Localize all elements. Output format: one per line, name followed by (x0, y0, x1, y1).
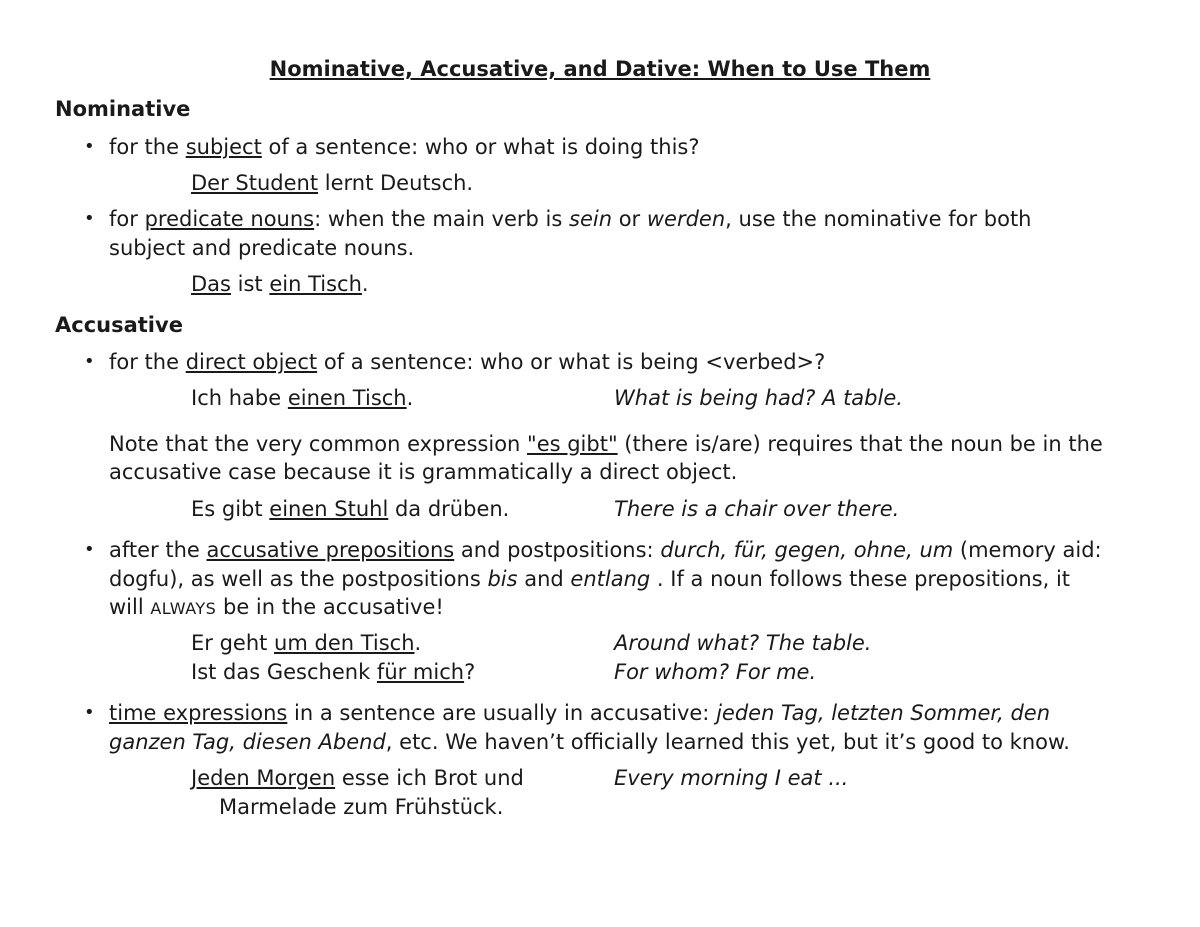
accusative-rule-prepositions: after the accusative prepositions and postpositions: durch, für, gegen, ohne, um (memory aid: (109, 538, 1102, 562)
nominative-rule-predicate-line2: subject and predicate nouns. (109, 236, 415, 260)
accusative-note-line2: accusative case because it is grammatically a direct object. (109, 460, 738, 484)
bullet-icon: • (84, 136, 95, 157)
nominative-example-1: Der Student lernt Deutsch. (191, 171, 474, 195)
accusative-example-5-line2: Marmelade zum Frühstück. (219, 795, 504, 819)
accusative-example-2: Es gibt einen Stuhl da drüben. (191, 497, 510, 521)
accusative-rule-time: time expressions in a sentence are usually in accusative: jeden Tag, letzten Sommer, den (109, 701, 1051, 725)
bullet-icon: • (84, 702, 95, 723)
accusative-example-4: Ist das Geschenk für mich? (191, 660, 476, 684)
nominative-heading: Nominative (55, 97, 191, 121)
accusative-example-2-translation: There is a chair over there. (614, 497, 900, 521)
accusative-rule-prepositions-line2: dogfu), as well as the postpositions bis and entlang . If a noun follows these prepositions, it (109, 567, 1071, 591)
accusative-example-3-translation: Around what? The table. (614, 631, 872, 655)
accusative-rule-prepositions-line3: will ALWAYS be in the accusative! (109, 595, 444, 619)
accusative-heading: Accusative (55, 313, 183, 337)
page-title: Nominative, Accusative, and Dative: When to Use Them (269, 57, 931, 81)
accusative-example-1-translation: What is being had? A table. (614, 386, 903, 410)
accusative-rule-direct-object: for the direct object of a sentence: who or what is being <verbed>? (109, 350, 826, 374)
accusative-example-1: Ich habe einen Tisch. (191, 386, 414, 410)
accusative-example-5: Jeden Morgen esse ich Brot und (191, 766, 524, 790)
accusative-rule-time-line2: ganzen Tag, diesen Abend, etc. We haven’t officially learned this yet, but it’s good to know. (109, 730, 1070, 754)
accusative-example-3: Er geht um den Tisch. (191, 631, 422, 655)
bullet-icon: • (84, 208, 95, 229)
nominative-rule-subject: for the subject of a sentence: who or what is doing this? (109, 135, 700, 159)
nominative-rule-predicate: for predicate nouns: when the main verb is sein or werden, use the nominative for both (109, 207, 1032, 231)
accusative-note: Note that the very common expression "es gibt" (there is/are) requires that the noun be in the (109, 432, 1103, 456)
bullet-icon: • (84, 539, 95, 560)
accusative-example-4-translation: For whom? For me. (614, 660, 817, 684)
accusative-example-5-translation: Every morning I eat ... (614, 766, 849, 790)
bullet-icon: • (84, 351, 95, 372)
nominative-example-2: Das ist ein Tisch. (191, 272, 369, 296)
